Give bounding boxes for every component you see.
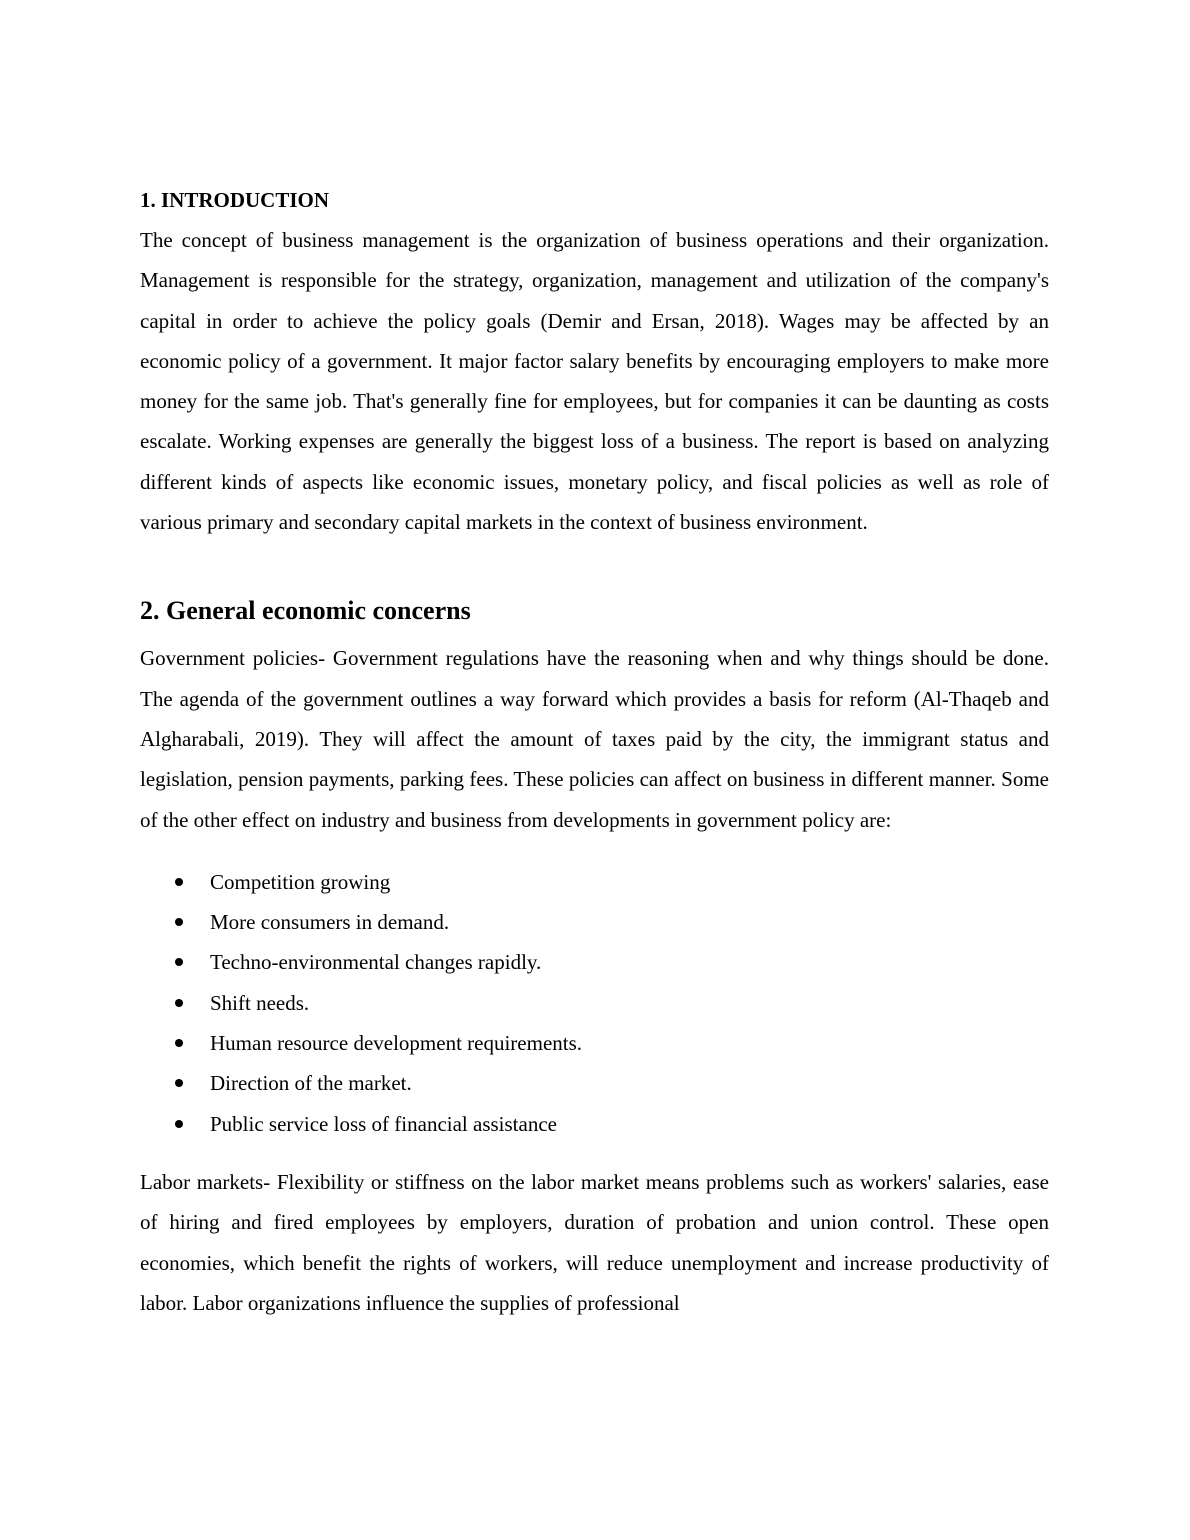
bullet-icon <box>175 958 183 966</box>
government-policies-paragraph: Government policies- Government regulations have the reasoning when and why things should be done. The agenda of the government outlines a way forward which provides a basis for reform (Al-Thaqeb and Algharabali, 2019). They will affect the amount of taxes paid by the city, the immigrant status and legislation, pension payments, parking fees. These policies can affect on business in different manner. Some of the other effect on industry and business from developments in government policy are: <box>140 646 1049 832</box>
list-item-text: Public service loss of financial assistance <box>210 1111 557 1136</box>
list-item-text: Human resource development requirements. <box>210 1031 583 1056</box>
bullet-icon <box>175 1120 183 1128</box>
bullet-list <box>140 862 1049 1144</box>
bullet-icon <box>175 1039 183 1047</box>
list-item <box>140 1023 1049 1063</box>
list-item <box>140 1104 1049 1144</box>
list-item <box>140 942 1049 982</box>
bullet-icon <box>175 1079 183 1087</box>
list-item-text: Techno-environmental changes rapidly. <box>210 950 542 975</box>
list-item-text: Competition growing <box>210 869 391 894</box>
bullet-icon <box>175 999 183 1007</box>
section-heading-introduction: 1. INTRODUCTION <box>140 188 330 212</box>
introduction-paragraph: The concept of business management is the organization of business operations and their organization. Management is responsible for the strategy, organization, management and utilization of the company's capital in order to achieve the policy goals (Demir and Ersan, 2018). Wages may be affected by an economic policy of a government. It major factor salary benefits by encouraging employers to make more money for the same job. That's generally fine for employees, but for companies it can be daunting as costs escalate. Working expenses are generally the biggest loss of a business. The report is based on analyzing different kinds of aspects like economic issues, monetary policy, and fiscal policies as well as role of various primary and secondary capital markets in the context of business environment. <box>140 228 1049 535</box>
section-heading-economic-concerns: 2. General economic concerns <box>140 596 471 626</box>
list-item <box>140 862 1049 902</box>
bullet-icon <box>175 878 183 886</box>
list-item <box>140 1063 1049 1103</box>
list-item-text: Shift needs. <box>210 990 310 1015</box>
list-item <box>140 983 1049 1023</box>
list-item <box>140 902 1049 942</box>
list-item-text: Direction of the market. <box>210 1071 412 1096</box>
bullet-icon <box>175 918 183 926</box>
labor-markets-paragraph: Labor markets- Flexibility or stiffness on the labor market means problems such as workers' salaries, ease of hiring and fired employees by employers, duration of probation and union control. These open economies, which benefit the rights of workers, will reduce unemployment and increase productivity of labor. Labor organizations influence the supplies of professional <box>140 1169 1049 1315</box>
list-item-text: More consumers in demand. <box>210 910 450 935</box>
document-page <box>140 186 1049 1323</box>
